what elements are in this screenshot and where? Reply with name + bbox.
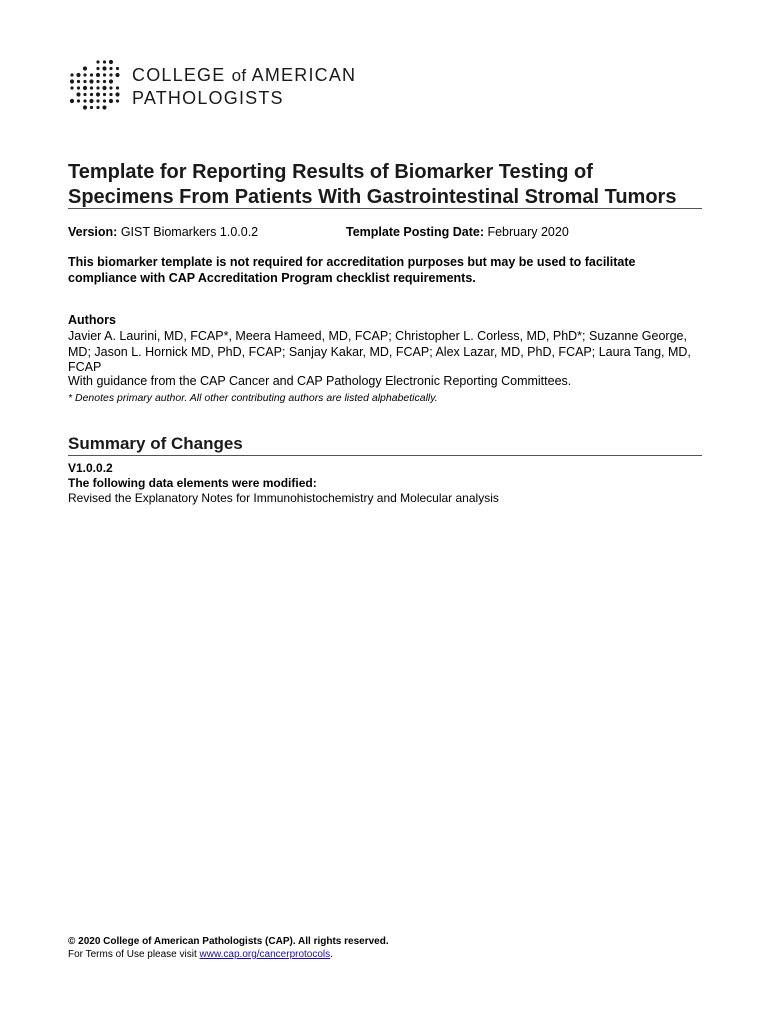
logo-dot: [103, 80, 106, 83]
logo-dot: [96, 99, 99, 102]
logo-dot: [109, 99, 113, 103]
terms-link[interactable]: www.cap.org/cancerprotocols: [199, 949, 331, 960]
logo-dot: [89, 99, 93, 103]
logo-dot: [96, 106, 99, 109]
logo-dot: [109, 86, 112, 89]
logo-dot: [116, 86, 119, 89]
logo-dot: [102, 86, 106, 90]
logo-dot: [77, 80, 80, 83]
terms-suffix: .: [330, 949, 333, 960]
logo-dot: [83, 86, 87, 90]
logo-dot: [77, 99, 80, 102]
logo-dot: [102, 66, 106, 70]
logo-dot: [109, 60, 113, 64]
summary-revision-text: Revised the Explanatory Notes for Immunohistochemistry and Molecular analysis: [68, 491, 499, 505]
logo-dot: [76, 73, 80, 77]
logo-dot: [96, 73, 100, 77]
logo-dot: [103, 60, 106, 63]
title-line-2: Specimens From Patients With Gastrointestinal Stromal Tumors: [68, 186, 677, 208]
logo-dot: [70, 79, 74, 83]
logo-word-american: AMERICAN: [251, 65, 357, 85]
logo-dot: [77, 86, 80, 89]
logo-dot: [90, 106, 93, 109]
logo-dot: [109, 73, 112, 76]
logo-dot: [96, 60, 99, 63]
logo-word-pathologists: PATHOLOGISTS: [132, 88, 284, 108]
summary-version: V1.0.0.2: [68, 461, 113, 475]
logo-dot: [96, 80, 99, 83]
committee-guidance: With guidance from the CAP Cancer and CAP Pathology Electronic Reporting Committees.: [68, 374, 572, 388]
document-title: [68, 160, 702, 210]
posting-date-value: February 2020: [487, 225, 569, 239]
logo-dot: [116, 99, 119, 102]
cap-dots-logo-icon: [68, 58, 122, 112]
logo-dot: [96, 92, 100, 96]
logo-dot: [109, 79, 113, 83]
authors-heading: Authors: [68, 313, 116, 327]
logo-dot: [70, 86, 73, 89]
logo-dot: [89, 79, 93, 83]
cap-logo: [68, 58, 368, 112]
logo-dot: [83, 73, 86, 76]
logo-word-of: of: [231, 66, 247, 85]
version-label: Version:: [68, 225, 118, 239]
logo-dot: [103, 99, 106, 102]
terms-of-use: [68, 949, 333, 960]
logo-dot: [109, 93, 112, 96]
logo-dot: [83, 66, 87, 70]
title-line-1: Template for Reporting Results of Biomarker Testing of: [68, 161, 593, 183]
logo-dot: [90, 86, 93, 89]
authors-list: Javier A. Laurini, MD, FCAP*, Meera Hameed, MD, FCAP; Christopher L. Corless, MD, PhD*; Suzanne George, MD; Jason L. Hornick MD, PhD, FCAP; Sanjay Kakar, MD, FCAP; Alex Lazar, MD, PhD, FCAP; Laura Tang, MD, FCAP: [68, 329, 691, 374]
logo-dot: [76, 92, 80, 96]
logo-dot: [90, 73, 93, 76]
logo-dot: [83, 93, 86, 96]
title-divider: [68, 208, 702, 209]
author-footnote: * Denotes primary author. All other contributing authors are listed alphabetically.: [68, 392, 438, 404]
logo-dot: [83, 99, 86, 102]
logo-dot: [83, 105, 87, 109]
posting-date-label: Template Posting Date:: [346, 225, 484, 239]
logo-word-college: COLLEGE: [132, 65, 226, 85]
logo-dot: [103, 73, 106, 76]
accreditation-notice: This biomarker template is not required for accreditation purposes but may be used to facilitate compliance with CAP Accreditation Program checklist requirements.: [68, 255, 636, 285]
terms-prefix: For Terms of Use please visit: [68, 949, 200, 960]
logo-dot: [102, 105, 106, 109]
logo-dot: [103, 93, 106, 96]
version-info: [68, 224, 258, 240]
logo-dot: [115, 92, 119, 96]
copyright-notice: © 2020 College of American Pathologists (CAP). All rights reserved.: [68, 936, 389, 947]
summary-divider: [68, 455, 702, 456]
logo-dot: [90, 93, 93, 96]
cap-logo-text: [132, 64, 356, 109]
logo-dot: [96, 86, 99, 89]
summary-modified-label: The following data elements were modified:: [68, 476, 317, 490]
version-value: GIST Biomarkers 1.0.0.2: [120, 225, 259, 239]
logo-dot: [116, 67, 119, 70]
logo-dot: [83, 80, 86, 83]
summary-heading: Summary of Changes: [68, 434, 243, 453]
logo-dot: [115, 73, 119, 77]
logo-dot: [70, 73, 73, 76]
posting-date-info: [346, 224, 569, 240]
logo-dot: [96, 67, 99, 70]
logo-dot: [70, 99, 74, 103]
logo-dot: [109, 67, 112, 70]
